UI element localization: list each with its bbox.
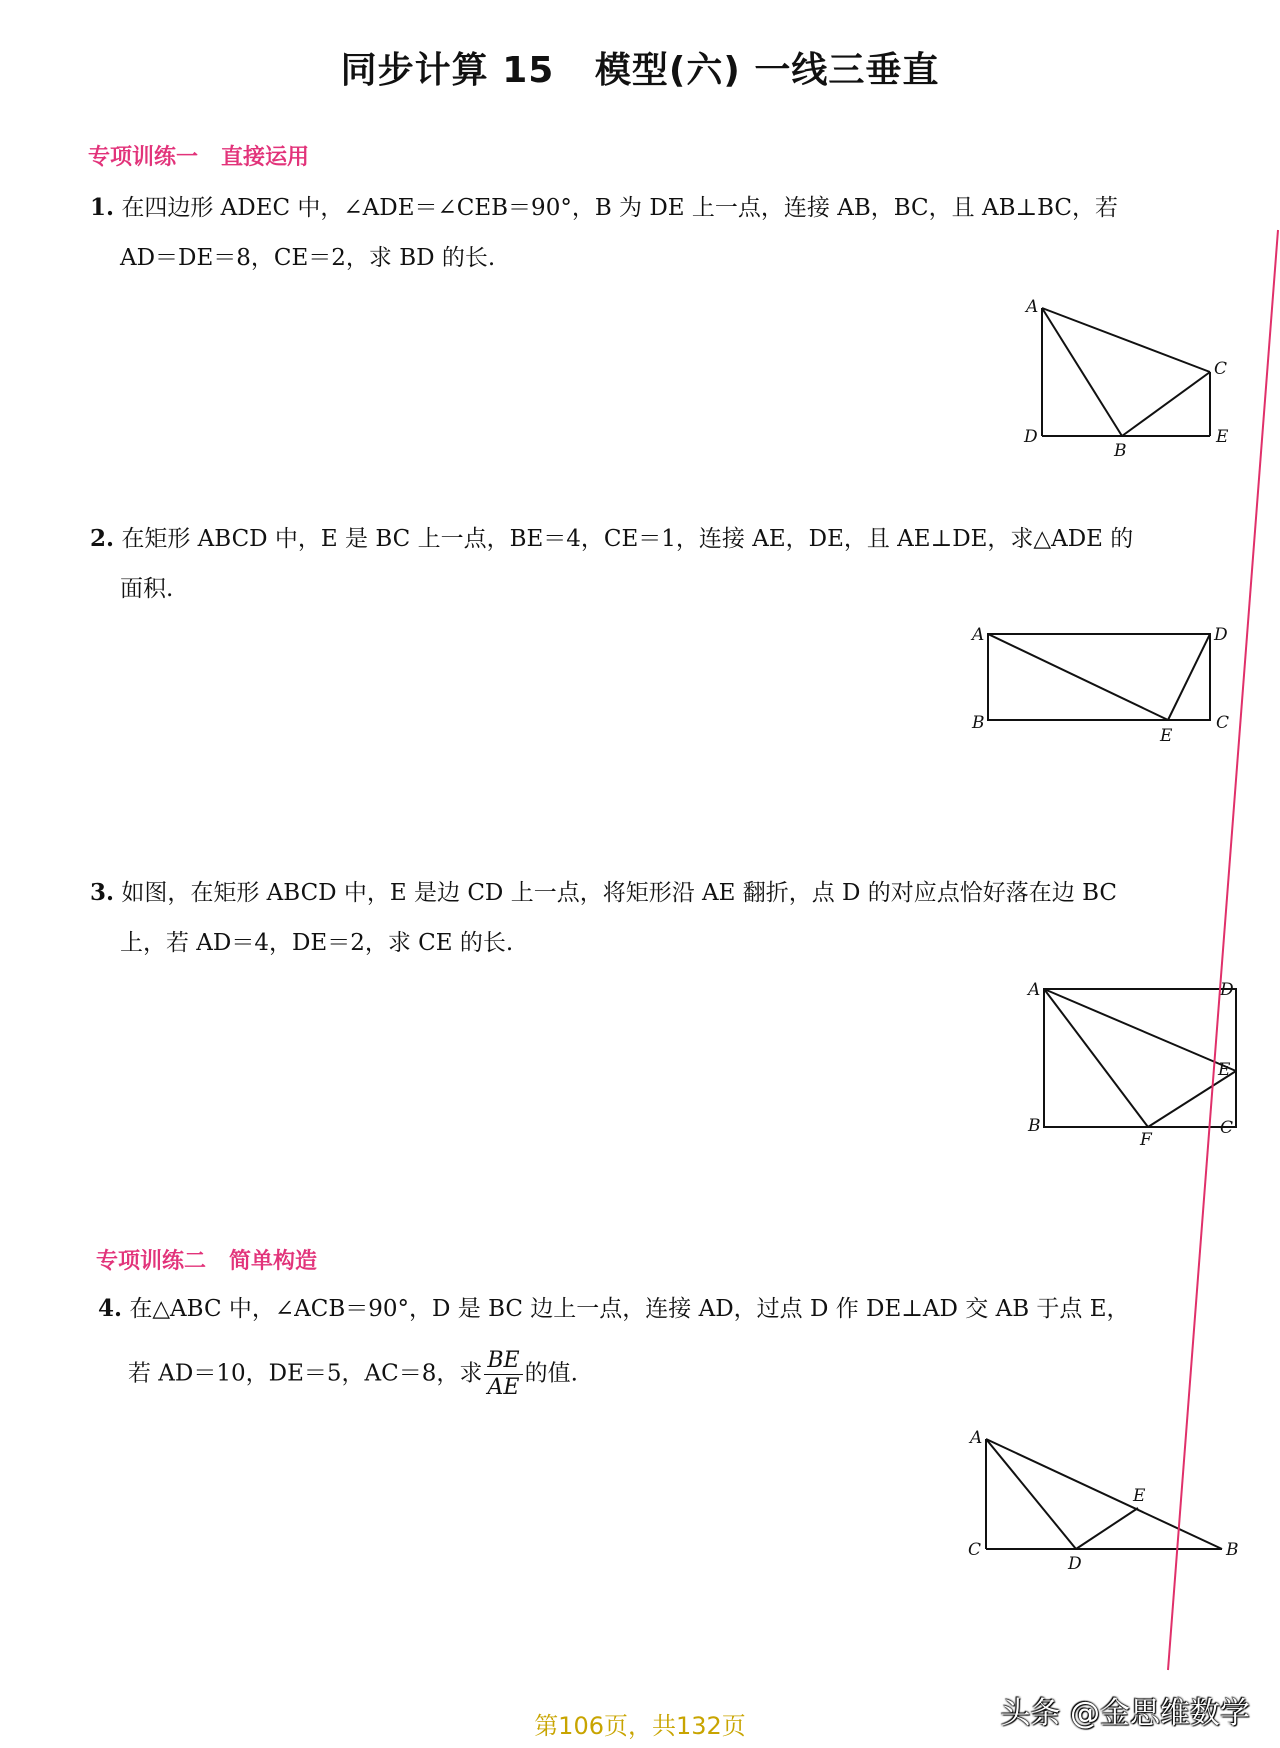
label-F: F — [1140, 1130, 1152, 1150]
label-E: E — [1216, 427, 1229, 447]
problem-text-line1: 在四边形 ADEC 中，∠ADE＝∠CEB＝90°，B 为 DE 上一点，连接 AB，BC，且 AB⊥BC，若 — [121, 195, 1119, 221]
label-A: A — [1026, 297, 1039, 317]
problem-text-line1: 在矩形 ABCD 中，E 是 BC 上一点，BE＝4，CE＝1，连接 AE，DE，且 AE⊥DE，求△ADE 的 — [121, 526, 1134, 552]
label-E: E — [1160, 726, 1173, 746]
page-title: 同步计算 15 模型(六) 一线三垂直 — [340, 50, 940, 91]
label-C: C — [1216, 713, 1230, 733]
problem-text-line2: 面积. — [120, 576, 174, 602]
problem-number: 4. — [98, 1295, 123, 1322]
label-B: B — [1028, 1116, 1041, 1136]
section-title-2: 专项训练二 简单构造 — [96, 1249, 317, 1274]
label-E: E — [1218, 1060, 1231, 1080]
label-E: E — [1133, 1486, 1146, 1506]
problem-text-post: 的值. — [524, 1360, 578, 1387]
problem-text-line2: AD＝DE＝8，CE＝2，求 BD 的长. — [120, 245, 496, 271]
problem-text-line2: 上，若 AD＝4，DE＝2，求 CE 的长. — [120, 930, 514, 956]
problem-number: 1. — [90, 194, 115, 221]
problem-text-line1: 如图，在矩形 ABCD 中，E 是边 CD 上一点，将矩形沿 AE 翻折，点 D 的对应点恰好落在边 BC — [121, 880, 1118, 906]
label-B: B — [1114, 441, 1127, 461]
label-C: C — [968, 1540, 982, 1560]
fraction-denominator: AE — [487, 1375, 520, 1400]
section-title-1: 专项训练一 直接运用 — [88, 145, 309, 170]
label-A: A — [1028, 980, 1041, 1000]
label-D: D — [1214, 625, 1228, 645]
label-D: D — [1068, 1554, 1082, 1574]
label-C: C — [1214, 359, 1228, 379]
label-C: C — [1220, 1118, 1234, 1138]
problem-number: 2. — [90, 525, 115, 552]
label-A: A — [972, 625, 985, 645]
label-A: A — [970, 1428, 983, 1448]
label-B: B — [1226, 1540, 1239, 1560]
problem-text-pre: 若 AD＝10，DE＝5，AC＝8，求 — [128, 1360, 483, 1387]
label-D: D — [1024, 427, 1038, 447]
problem-number: 3. — [90, 879, 115, 906]
label-B: B — [972, 713, 985, 733]
fraction-numerator: BE — [484, 1348, 522, 1375]
watermark: 头条 @金思维数学 — [1000, 1696, 1250, 1731]
page-footer: 第106页，共132页 — [534, 1712, 746, 1740]
problem-text-line1: 在△ABC 中，∠ACB＝90°，D 是 BC 边上一点，连接 AD，过点 D 作 DE⊥AD 交 AB 于点 E， — [129, 1296, 1130, 1322]
label-D: D — [1220, 980, 1234, 1000]
